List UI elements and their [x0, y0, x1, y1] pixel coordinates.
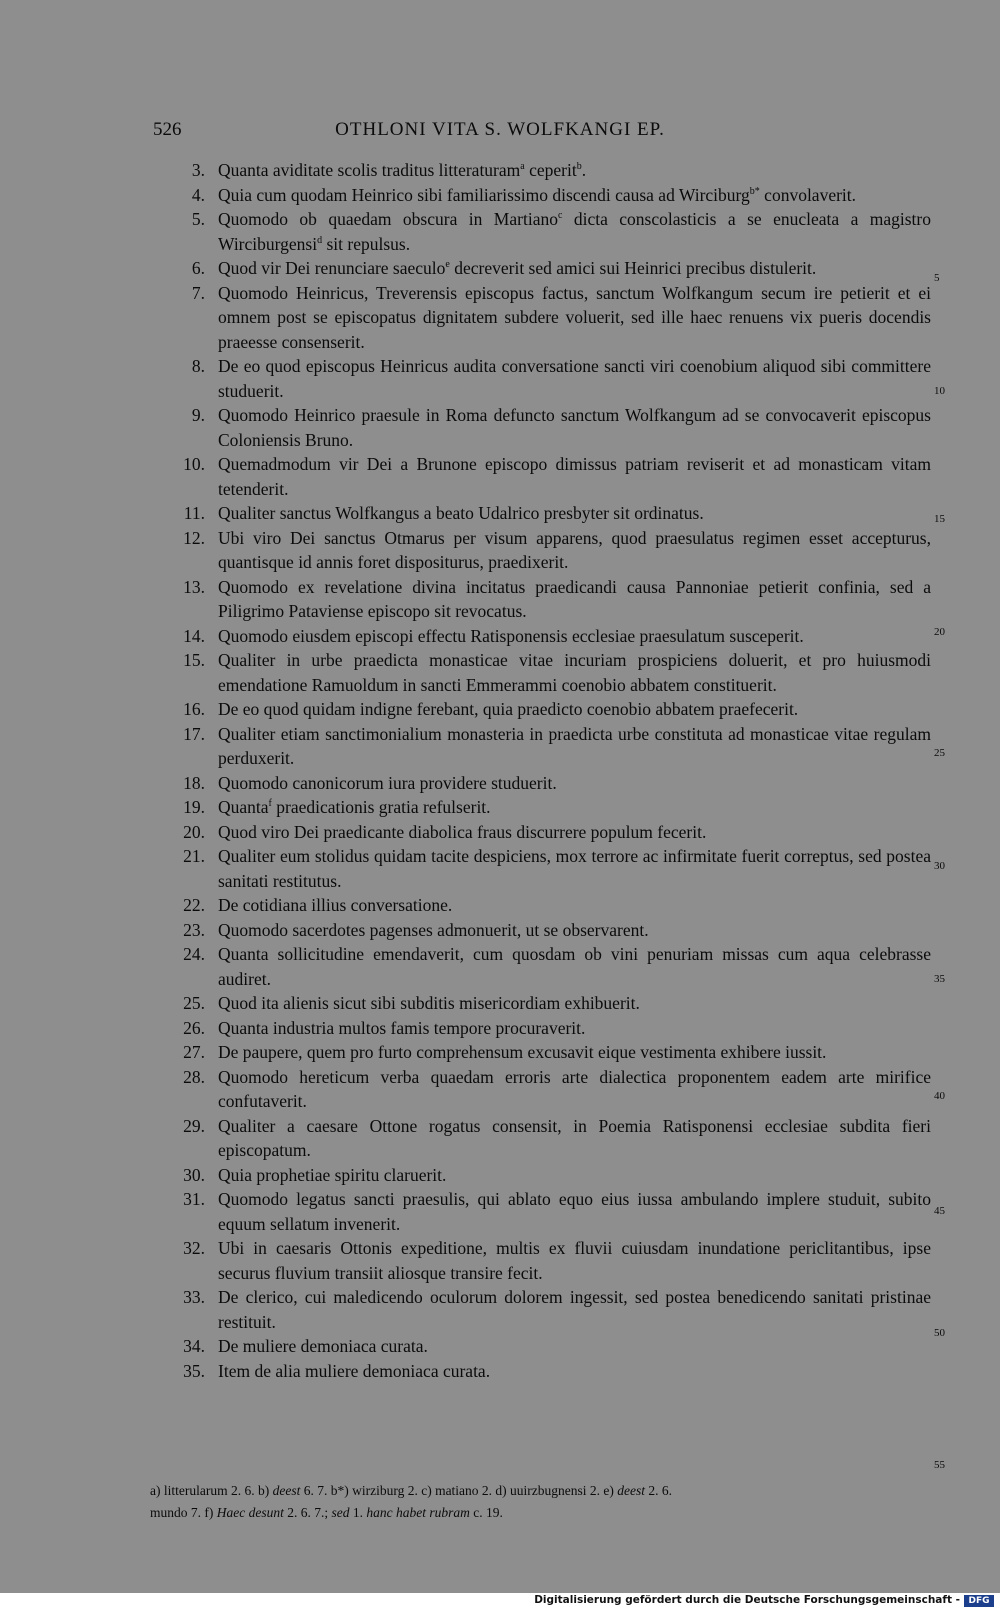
chapter-number: 23. [183, 919, 205, 940]
chapter-entry [0, 1016, 1000, 1041]
footnote-marker: e [445, 259, 450, 271]
chapter-number: 17. [183, 723, 205, 744]
chapter-text: Qualiter a caesare Ottone rogatus consensit, in Poemia Ratisponensi ecclesiae subdita fieri episcopatum. [218, 1115, 931, 1160]
chapter-number: 31. [183, 1189, 205, 1209]
chapter-text: Qualiter eum stolidus quidam tacite despiciens, mox terrore ac infirmitate fuerit correptus, sed postea sanitati restitutus. [218, 846, 931, 891]
chapter-number: 28. [183, 1066, 205, 1087]
chapter-entry [0, 158, 1000, 183]
chapter-text: Item de alia muliere demoniaca curata. [218, 1360, 491, 1381]
footer-credit: Digitalisierung gefördert durch die Deutsche Forschungsgemeinschaft - [534, 1594, 960, 1606]
chapter-entry [0, 281, 1000, 355]
chapter-number: 26. [183, 1017, 205, 1038]
digitization-footer [0, 1593, 1000, 1609]
chapter-number: 35. [183, 1360, 205, 1381]
chapter-entry [0, 354, 1000, 403]
footnote-marker: a [520, 161, 525, 173]
chapter-text: Quia cum quodam Heinrico sibi familiarissimo discendi causa ad Wirciburg$^{b*}$ convolaverit. [218, 184, 857, 205]
chapter-number: 15. [183, 650, 205, 670]
chapter-number: 34. [183, 1336, 205, 1356]
chapter-entry [0, 1040, 1000, 1065]
chapter-number: 9. [191, 405, 205, 425]
chapter-number: 13. [183, 576, 205, 597]
chapter-entry [0, 624, 1000, 649]
chapter-text: Quanta sollicitudine emendaverit, cum quosdam ob vini penuriam missas cum aqua celebrasse audiret. [218, 944, 931, 989]
chapter-entry [0, 183, 1000, 208]
chapter-entry [0, 452, 1000, 501]
chapter-entry [0, 403, 1000, 452]
page-title: OTHLONI VITA S. WOLFKANGI EP. [335, 119, 665, 140]
chapter-text: Quemadmodum vir Dei a Brunone episcopo dimissus patriam reviserit et ad monasticam vitam tetenderit. [218, 454, 931, 499]
chapter-entry [0, 1114, 1000, 1163]
chapter-text: Quod ita alienis sicut sibi subditis misericordiam exhibuerit. [218, 993, 640, 1013]
page-number: 526 [153, 119, 182, 140]
chapter-number: 33. [183, 1287, 205, 1307]
chapter-number: 27. [183, 1042, 205, 1062]
chapter-entry [0, 501, 1000, 526]
chapter-text: Quomodo legatus sancti praesulis, qui ablato equo eius iussa ambulando implere studuit, subito equum sellatum invenerit. [218, 1189, 931, 1234]
chapter-entry [0, 575, 1000, 624]
chapter-entry [0, 918, 1000, 943]
chapter-text: Quomodo ex revelatione divina incitatus praedicandi causa Pannoniae petierit confinia, sed a Piligrimo Pataviense episcopo sit revocatus. [218, 576, 931, 621]
chapter-number: 3. [191, 160, 205, 180]
chapter-entry [0, 795, 1000, 820]
footnote-marker: c [557, 210, 563, 222]
chapter-number: 8. [191, 356, 205, 376]
chapter-text: De eo quod quidam indigne ferebant, quia praedicto coenobio abbatem praefecerit. [218, 699, 799, 719]
chapter-text: Quanta industria multos famis tempore procuraverit. [218, 1017, 586, 1038]
chapter-number: 4. [191, 184, 205, 205]
chapter-text: Qualiter in urbe praedicta monasticae vitae incuriam prospiciens doluerit, et pro huiusmodi emendatione Ramuoldum in sancti Emmerammi coenobio abbatem constituerit. [218, 650, 931, 695]
chapter-text: Quomodo eiusdem episcopi effectu Ratisponensis ecclesiae praesulatum susceperit. [218, 625, 804, 646]
chapter-text: Quomodo Heinricus, Treverensis episcopus factus, sanctum Wolfkangum secum ire petierit et ei omnem post se episcopatus dignitatem subdere voluerit, sed ille haec renuens vix pueris docendis praeesse consenserit. [218, 282, 931, 352]
chapter-number: 10. [183, 454, 205, 474]
dfg-logo: DFG [964, 1595, 994, 1607]
chapter-entry [0, 1163, 1000, 1188]
chapter-entry [0, 722, 1000, 771]
chapter-text: Quia prophetiae spiritu claruerit. [218, 1164, 447, 1185]
chapter-entry [0, 893, 1000, 918]
footnote-line: mundo 7. f) Haec desunt 2. 6. 7.; sed 1. hanc habet rubram c. 19. [150, 1505, 503, 1520]
chapter-entry [0, 256, 1000, 281]
chapter-text: Quomodo ob quaedam obscura in Martiano$^c$ dicta conscolasticis a se enucleata a magistro Wirciburgensi$^d$ sit repulsus. [218, 209, 931, 254]
chapter-text: De muliere demoniaca curata. [218, 1336, 428, 1356]
margin-line-number: 50 [934, 1327, 945, 1339]
chapter-text: Ubi in caesaris Ottonis expeditione, multis ex fluvii cuiusdam inundatione periclitantibus, ipse securus fluvium transiit aliosque transire fecit. [218, 1238, 931, 1283]
chapter-text: De paupere, quem pro furto comprehensum excusavit eique vestimenta exhibere iussit. [218, 1042, 827, 1062]
chapter-number: 30. [183, 1164, 205, 1185]
margin-line-number: 40 [934, 1090, 945, 1102]
chapter-text: De eo quod episcopus Heinricus audita conversatione sancti viri coenobium aliquod sibi committere studuerit. [218, 356, 931, 401]
chapter-text: Quanta$^f$ praedicationis gratia refulserit. [218, 797, 491, 817]
chapter-number: 25. [183, 993, 205, 1013]
chapter-text: Quanta aviditate scolis traditus litteraturam$^a$ ceperit$^b$. [218, 160, 587, 180]
chapter-number: 20. [183, 821, 205, 842]
margin-line-number: 25 [934, 747, 945, 759]
chapter-number: 6. [191, 258, 205, 278]
chapter-entry [0, 844, 1000, 893]
margin-line-number: 5 [934, 272, 940, 284]
chapter-list [0, 158, 1000, 1383]
chapter-entry [0, 697, 1000, 722]
chapter-number: 14. [183, 625, 205, 646]
chapter-entry [0, 991, 1000, 1016]
footnote-marker: d [317, 234, 323, 246]
margin-line-number: 55 [934, 1459, 945, 1471]
chapter-number: 12. [183, 527, 205, 548]
chapter-number: 19. [183, 797, 205, 817]
margin-line-number: 10 [934, 385, 945, 397]
chapter-entry [0, 771, 1000, 796]
chapter-entry [0, 526, 1000, 575]
footnote-marker: b* [749, 185, 760, 197]
chapter-text: Ubi viro Dei sanctus Otmarus per visum apparens, quod praesulatus regimen esset accepturus, quantisque id annis foret dispositurus, praedixerit. [218, 527, 931, 572]
chapter-number: 16. [183, 699, 205, 719]
page-header [0, 119, 1000, 145]
chapter-number: 32. [183, 1238, 205, 1258]
chapter-number: 24. [183, 944, 205, 964]
margin-line-number: 30 [934, 860, 945, 872]
chapter-entry [0, 1065, 1000, 1114]
chapter-entry [0, 648, 1000, 697]
margin-line-number: 35 [934, 973, 945, 985]
chapter-number: 7. [191, 282, 205, 303]
chapter-text: Quomodo canonicorum iura providere studuerit. [218, 772, 557, 793]
chapter-entry [0, 207, 1000, 256]
chapter-number: 29. [183, 1115, 205, 1136]
chapter-entry [0, 1285, 1000, 1334]
chapter-text: Quomodo sacerdotes pagenses admonuerit, ut se observarent. [218, 919, 649, 940]
chapter-number: 21. [183, 846, 205, 866]
chapter-text: Quomodo Heinrico praesule in Roma defuncto sanctum Wolfkangum ad se convocaverit episcopus Coloniensis Bruno. [218, 405, 931, 450]
margin-line-number: 45 [934, 1205, 945, 1217]
chapter-entry [0, 1334, 1000, 1359]
chapter-number: 11. [183, 503, 205, 523]
chapter-entry [0, 942, 1000, 991]
chapter-entry [0, 820, 1000, 845]
chapter-number: 22. [183, 895, 205, 915]
chapter-text: De cotidiana illius conversatione. [218, 895, 453, 915]
chapter-entry [0, 1359, 1000, 1384]
chapter-text: Qualiter sanctus Wolfkangus a beato Udalrico presbyter sit ordinatus. [218, 503, 704, 523]
margin-line-number: 20 [934, 626, 945, 638]
chapter-text: De clerico, cui maledicendo oculorum dolorem ingessit, sed postea benedicendo sanitati pristinae restituit. [218, 1287, 931, 1332]
chapter-text: Quomodo hereticum verba quaedam erroris arte dialectica proponentem eadem arte mirifice confutaverit. [218, 1066, 931, 1111]
chapter-entry [0, 1187, 1000, 1236]
chapter-number: 5. [191, 209, 205, 229]
footnotes [150, 1480, 930, 1524]
footnote-line: a) litterularum 2. 6. b) deest 6. 7. b*) wirziburg 2. c) matiano 2. d) uuirzbugnensi 2. e) deest 2. 6. [150, 1483, 673, 1498]
chapter-number: 18. [183, 772, 205, 793]
chapter-text: Quod vir Dei renunciare saeculo$^e$ decreverit sed amici sui Heinrici precibus distulerit. [218, 258, 817, 278]
footnote-marker: b [576, 161, 582, 173]
chapter-text: Quod viro Dei praedicante diabolica fraus discurrere populum fecerit. [218, 821, 707, 842]
footnote-marker: f [268, 798, 272, 810]
chapter-entry [0, 1236, 1000, 1285]
margin-line-number: 15 [934, 513, 945, 525]
chapter-text: Qualiter etiam sanctimonialium monasteria in praedicta urbe constituta ad monasticae vitae regulam perduxerit. [218, 723, 931, 768]
